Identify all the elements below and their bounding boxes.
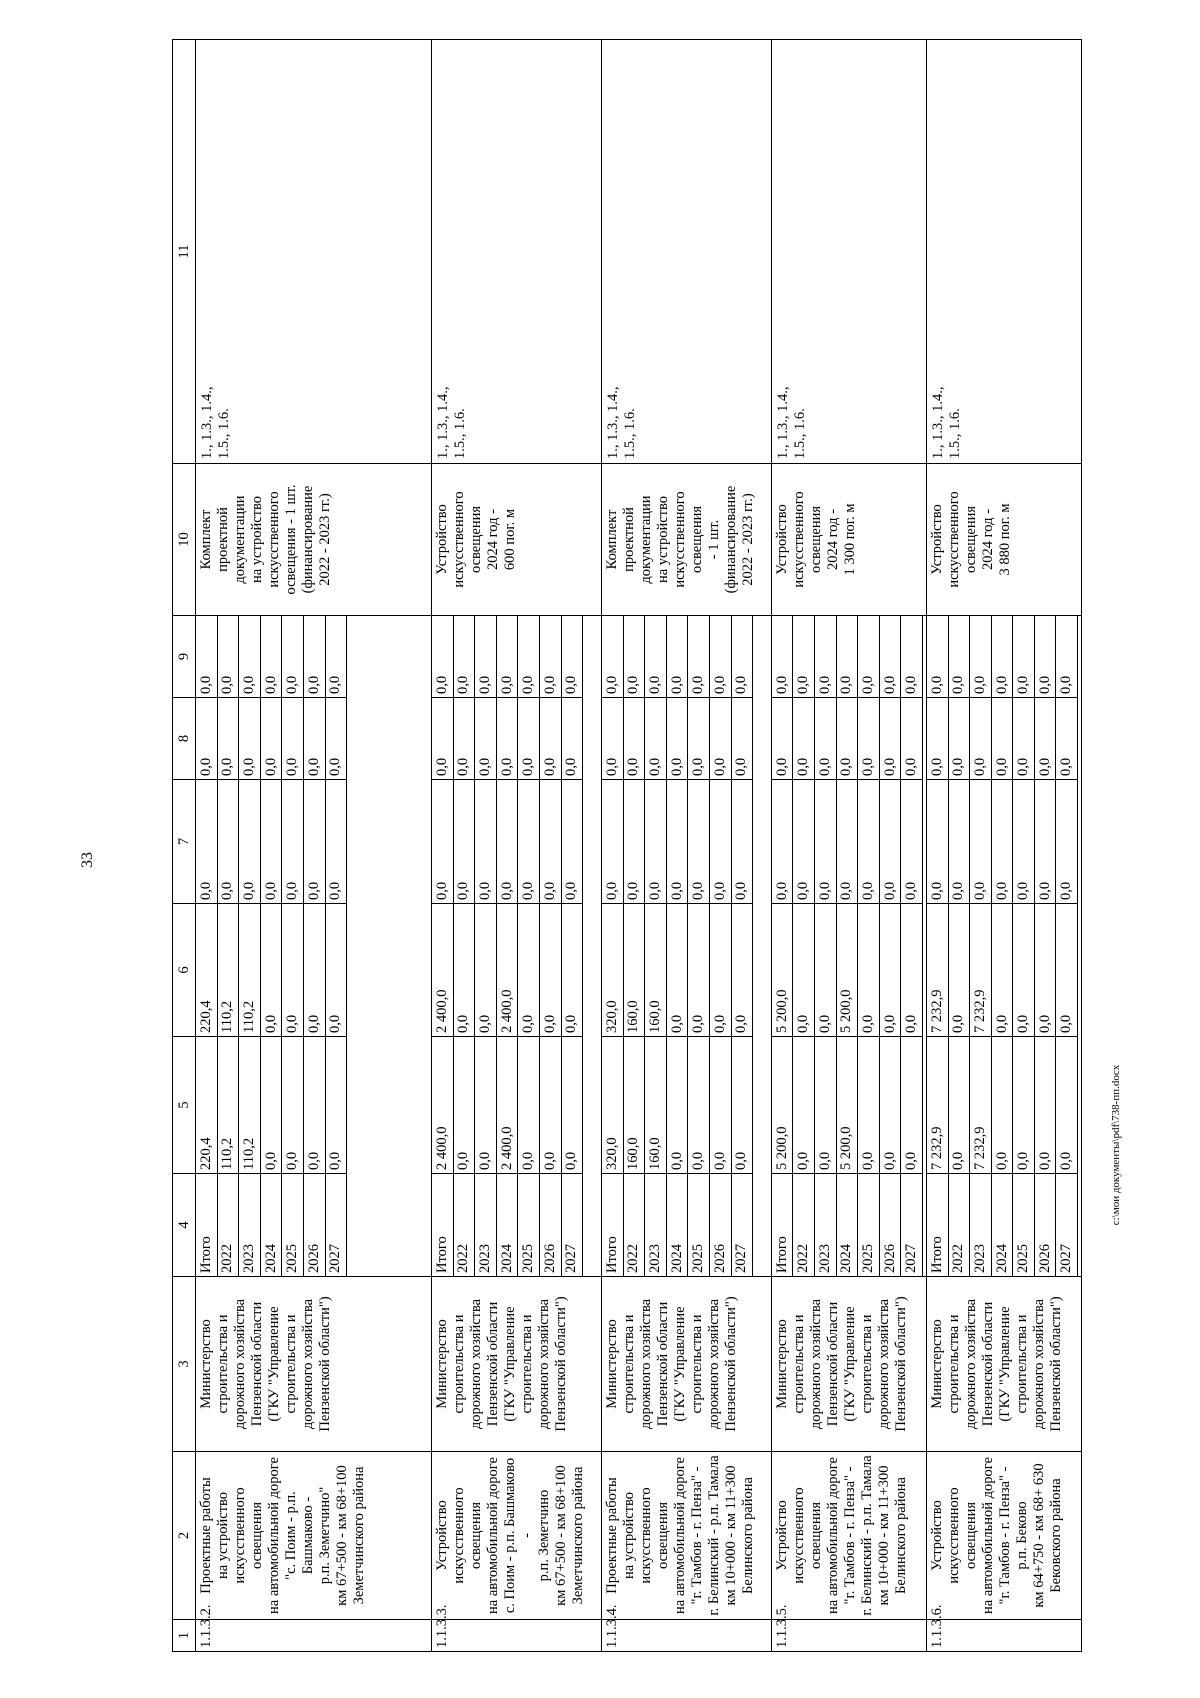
- extrabudget-cell: 0,0: [1034, 616, 1056, 698]
- measure-code-cell: 1.1.3.6.: [926, 1620, 1081, 1652]
- year-cell: Итого: [771, 1174, 793, 1277]
- federal-budget-cell: 0,0: [475, 780, 497, 904]
- federal-budget-cell: 0,0: [260, 780, 282, 904]
- regional-budget-cell: 0,0: [1034, 904, 1056, 1037]
- extrabudget-cell: 0,0: [836, 616, 858, 698]
- federal-budget-cell: 0,0: [496, 780, 518, 904]
- total-funding-cell: 0,0: [709, 1037, 731, 1174]
- local-budget-cell: 0,0: [601, 698, 623, 780]
- table-row: [196, 40, 218, 1652]
- total-funding-cell: 0,0: [518, 1037, 540, 1174]
- year-cell: 2024: [836, 1174, 858, 1277]
- measure-code-cell: 1.1.3.4.: [601, 1620, 771, 1652]
- regional-budget-cell: 0,0: [1013, 904, 1035, 1037]
- result-cell: Устройство искусственного освещения 2024 год - 600 пог. м: [431, 464, 601, 616]
- filler-cell: [583, 616, 602, 1277]
- federal-budget-cell: 0,0: [666, 780, 688, 904]
- measure-name-cell: Устройство искусственного освещения на автомобильной дороге "г. Тамбов - г. Пенза" - г. Белинский - р.п. Тамала км 10+000 - км 11+300 Белинского района: [771, 1452, 926, 1620]
- year-cell: 2025: [1013, 1174, 1035, 1277]
- regional-budget-cell: 0,0: [539, 904, 561, 1037]
- federal-budget-cell: 0,0: [815, 780, 837, 904]
- regional-budget-cell: 160,0: [623, 904, 645, 1037]
- local-budget-cell: 0,0: [475, 698, 497, 780]
- extrabudget-cell: 0,0: [858, 616, 880, 698]
- header-col-9: 9: [173, 616, 196, 698]
- local-budget-cell: 0,0: [1056, 698, 1078, 780]
- local-budget-cell: 0,0: [645, 698, 667, 780]
- year-cell: 2026: [303, 1174, 325, 1277]
- extrabudget-cell: 0,0: [282, 616, 304, 698]
- regional-budget-cell: 2 400,0: [431, 904, 453, 1037]
- total-funding-cell: 220,4: [196, 1037, 218, 1174]
- local-budget-cell: 0,0: [518, 698, 540, 780]
- regional-budget-cell: 7 232,9: [970, 904, 992, 1037]
- regional-budget-cell: 0,0: [991, 904, 1013, 1037]
- local-budget-cell: 0,0: [666, 698, 688, 780]
- total-funding-cell: 160,0: [623, 1037, 645, 1174]
- total-funding-cell: 110,2: [239, 1037, 261, 1174]
- column-number-header-row: [173, 40, 196, 1652]
- regional-budget-cell: 0,0: [858, 904, 880, 1037]
- federal-budget-cell: 0,0: [948, 780, 970, 904]
- federal-budget-cell: 0,0: [731, 780, 753, 904]
- measure-name-cell: Проектные работы на устройство искусственного освещения на автомобильной дороге "г. Тамбов - г. Пенза" - г. Белинский - р.п. Тамала км 10+000 - км 11+300 Белинского района: [601, 1452, 771, 1620]
- federal-budget-cell: 0,0: [539, 780, 561, 904]
- indicators-cell: 1., 1.3., 1.4., 1.5., 1.6.: [926, 40, 1081, 464]
- federal-budget-cell: 0,0: [1056, 780, 1078, 904]
- measure-code-cell: 1.1.3.2.: [196, 1620, 432, 1652]
- rotated-table-frame: [172, 40, 1082, 1652]
- federal-budget-cell: 0,0: [217, 780, 239, 904]
- extrabudget-cell: 0,0: [991, 616, 1013, 698]
- regional-budget-cell: 0,0: [303, 904, 325, 1037]
- extrabudget-cell: 0,0: [879, 616, 901, 698]
- federal-budget-cell: 0,0: [991, 780, 1013, 904]
- local-budget-cell: 0,0: [1034, 698, 1056, 780]
- header-col-11: 11: [173, 40, 196, 464]
- total-funding-cell: 2 400,0: [496, 1037, 518, 1174]
- extrabudget-cell: 0,0: [239, 616, 261, 698]
- extrabudget-cell: 0,0: [518, 616, 540, 698]
- year-cell: 2024: [666, 1174, 688, 1277]
- regional-budget-cell: 0,0: [666, 904, 688, 1037]
- extrabudget-cell: 0,0: [561, 616, 583, 698]
- measure-name-cell: Проектные работы на устройство искусственного освещения на автомобильной дороге "с. Поим - р.п. Башмаково - р.п. Земетчино" км 67+500 - км 68+100 Земетчинского района: [196, 1452, 432, 1620]
- regional-budget-cell: 320,0: [601, 904, 623, 1037]
- federal-budget-cell: 0,0: [561, 780, 583, 904]
- indicators-cell: 1., 1.3., 1.4., 1.5., 1.6.: [601, 40, 771, 464]
- year-cell: 2027: [561, 1174, 583, 1277]
- extrabudget-cell: 0,0: [325, 616, 347, 698]
- total-funding-cell: 0,0: [879, 1037, 901, 1174]
- local-budget-cell: 0,0: [623, 698, 645, 780]
- local-budget-cell: 0,0: [260, 698, 282, 780]
- year-cell: 2024: [991, 1174, 1013, 1277]
- year-cell: 2023: [970, 1174, 992, 1277]
- federal-budget-cell: 0,0: [431, 780, 453, 904]
- regional-budget-cell: 0,0: [901, 904, 923, 1037]
- local-budget-cell: 0,0: [539, 698, 561, 780]
- local-budget-cell: 0,0: [688, 698, 710, 780]
- year-cell: 2024: [496, 1174, 518, 1277]
- regional-budget-cell: 0,0: [475, 904, 497, 1037]
- year-cell: 2023: [239, 1174, 261, 1277]
- federal-budget-cell: 0,0: [623, 780, 645, 904]
- extrabudget-cell: 0,0: [1056, 616, 1078, 698]
- regional-budget-cell: 110,2: [239, 904, 261, 1037]
- header-col-4: 4: [173, 1174, 196, 1277]
- total-funding-cell: 0,0: [815, 1037, 837, 1174]
- extrabudget-cell: 0,0: [601, 616, 623, 698]
- header-col-3: 3: [173, 1277, 196, 1452]
- regional-budget-cell: 0,0: [731, 904, 753, 1037]
- year-cell: 2024: [260, 1174, 282, 1277]
- extrabudget-cell: 0,0: [196, 616, 218, 698]
- extrabudget-cell: 0,0: [970, 616, 992, 698]
- total-funding-cell: 110,2: [217, 1037, 239, 1174]
- regional-budget-cell: 0,0: [561, 904, 583, 1037]
- extrabudget-cell: 0,0: [645, 616, 667, 698]
- federal-budget-cell: 0,0: [926, 780, 948, 904]
- local-budget-cell: 0,0: [325, 698, 347, 780]
- header-col-7: 7: [173, 780, 196, 904]
- federal-budget-cell: 0,0: [518, 780, 540, 904]
- extrabudget-cell: 0,0: [948, 616, 970, 698]
- extrabudget-cell: 0,0: [623, 616, 645, 698]
- federal-budget-cell: 0,0: [1013, 780, 1035, 904]
- extrabudget-cell: 0,0: [793, 616, 815, 698]
- year-cell: Итого: [601, 1174, 623, 1277]
- measure-code-cell: 1.1.3.5.: [771, 1620, 926, 1652]
- total-funding-cell: 5 200,0: [771, 1037, 793, 1174]
- total-funding-cell: 0,0: [688, 1037, 710, 1174]
- federal-budget-cell: 0,0: [453, 780, 475, 904]
- table-row: [601, 40, 623, 1652]
- federal-budget-cell: 0,0: [1034, 780, 1056, 904]
- regional-budget-cell: 0,0: [1056, 904, 1078, 1037]
- local-budget-cell: 0,0: [948, 698, 970, 780]
- regional-budget-cell: 0,0: [709, 904, 731, 1037]
- local-budget-cell: 0,0: [709, 698, 731, 780]
- federal-budget-cell: 0,0: [688, 780, 710, 904]
- executor-cell: Министерство строительства и дорожного хозяйства Пензенской области (ГКУ "Управление строительства и дорожного хозяйства Пензенской области"): [431, 1277, 601, 1452]
- program-measures-table: [172, 39, 1082, 1652]
- local-budget-cell: 0,0: [282, 698, 304, 780]
- year-cell: 2025: [688, 1174, 710, 1277]
- year-cell: 2022: [217, 1174, 239, 1277]
- total-funding-cell: 0,0: [858, 1037, 880, 1174]
- header-col-2: 2: [173, 1452, 196, 1620]
- federal-budget-cell: 0,0: [858, 780, 880, 904]
- regional-budget-cell: 0,0: [948, 904, 970, 1037]
- header-col-8: 8: [173, 698, 196, 780]
- year-cell: 2026: [709, 1174, 731, 1277]
- extrabudget-cell: 0,0: [260, 616, 282, 698]
- extrabudget-cell: 0,0: [217, 616, 239, 698]
- table-body: [196, 40, 1082, 1652]
- local-budget-cell: 0,0: [836, 698, 858, 780]
- indicators-cell: 1., 1.3., 1.4., 1.5., 1.6.: [771, 40, 926, 464]
- executor-cell: Министерство строительства и дорожного хозяйства Пензенской области (ГКУ "Управление строительства и дорожного хозяйства Пензенской области"): [196, 1277, 432, 1452]
- local-budget-cell: 0,0: [303, 698, 325, 780]
- year-cell: 2022: [623, 1174, 645, 1277]
- local-budget-cell: 0,0: [970, 698, 992, 780]
- regional-budget-cell: 160,0: [645, 904, 667, 1037]
- federal-budget-cell: 0,0: [709, 780, 731, 904]
- result-cell: Устройство искусственного освещения 2024 год - 1 300 пог. м: [771, 464, 926, 616]
- regional-budget-cell: 0,0: [688, 904, 710, 1037]
- local-budget-cell: 0,0: [217, 698, 239, 780]
- filler-cell: [753, 616, 772, 1277]
- result-cell: Комплект проектной документации на устройство искусственного освещения - 1 шт. (финансирование 2022 - 2023 гг.): [601, 464, 771, 616]
- total-funding-cell: 5 200,0: [836, 1037, 858, 1174]
- table-row: [771, 40, 793, 1652]
- local-budget-cell: 0,0: [793, 698, 815, 780]
- federal-budget-cell: 0,0: [601, 780, 623, 904]
- federal-budget-cell: 0,0: [282, 780, 304, 904]
- indicators-cell: 1., 1.3., 1.4., 1.5., 1.6.: [196, 40, 432, 464]
- regional-budget-cell: 0,0: [260, 904, 282, 1037]
- result-cell: Устройство искусственного освещения 2024 год - 3 880 пог. м: [926, 464, 1081, 616]
- local-budget-cell: 0,0: [879, 698, 901, 780]
- extrabudget-cell: 0,0: [688, 616, 710, 698]
- total-funding-cell: 0,0: [666, 1037, 688, 1174]
- regional-budget-cell: 5 200,0: [836, 904, 858, 1037]
- local-budget-cell: 0,0: [496, 698, 518, 780]
- regional-budget-cell: 0,0: [325, 904, 347, 1037]
- regional-budget-cell: 2 400,0: [496, 904, 518, 1037]
- total-funding-cell: 0,0: [260, 1037, 282, 1174]
- total-funding-cell: 7 232,9: [926, 1037, 948, 1174]
- result-cell: Комплект проектной документации на устройство искусственного освещения - 1 шт. (финансирование 2022 - 2023 гг.): [196, 464, 432, 616]
- total-funding-cell: 0,0: [475, 1037, 497, 1174]
- year-cell: Итого: [431, 1174, 453, 1277]
- local-budget-cell: 0,0: [926, 698, 948, 780]
- year-cell: 2027: [731, 1174, 753, 1277]
- federal-budget-cell: 0,0: [879, 780, 901, 904]
- local-budget-cell: 0,0: [991, 698, 1013, 780]
- filler-cell: [347, 616, 432, 1277]
- regional-budget-cell: 0,0: [793, 904, 815, 1037]
- extrabudget-cell: 0,0: [539, 616, 561, 698]
- page-number: 33: [79, 852, 96, 868]
- local-budget-cell: 0,0: [431, 698, 453, 780]
- header-col-6: 6: [173, 904, 196, 1037]
- total-funding-cell: 0,0: [539, 1037, 561, 1174]
- extrabudget-cell: 0,0: [431, 616, 453, 698]
- extrabudget-cell: 0,0: [1013, 616, 1035, 698]
- year-cell: 2026: [539, 1174, 561, 1277]
- total-funding-cell: 2 400,0: [431, 1037, 453, 1174]
- regional-budget-cell: 0,0: [282, 904, 304, 1037]
- total-funding-cell: 0,0: [303, 1037, 325, 1174]
- federal-budget-cell: 0,0: [793, 780, 815, 904]
- extrabudget-cell: 0,0: [475, 616, 497, 698]
- extrabudget-cell: 0,0: [731, 616, 753, 698]
- year-cell: 2023: [645, 1174, 667, 1277]
- extrabudget-cell: 0,0: [453, 616, 475, 698]
- total-funding-cell: 0,0: [282, 1037, 304, 1174]
- total-funding-cell: 0,0: [991, 1037, 1013, 1174]
- header-col-1: 1: [173, 1620, 196, 1652]
- federal-budget-cell: 0,0: [239, 780, 261, 904]
- extrabudget-cell: 0,0: [303, 616, 325, 698]
- extrabudget-cell: 0,0: [771, 616, 793, 698]
- header-col-10: 10: [173, 464, 196, 616]
- regional-budget-cell: 0,0: [879, 904, 901, 1037]
- local-budget-cell: 0,0: [196, 698, 218, 780]
- total-funding-cell: 0,0: [561, 1037, 583, 1174]
- table-row: [431, 40, 453, 1652]
- year-cell: Итого: [196, 1174, 218, 1277]
- year-cell: 2022: [793, 1174, 815, 1277]
- local-budget-cell: 0,0: [239, 698, 261, 780]
- extrabudget-cell: 0,0: [926, 616, 948, 698]
- measure-name-cell: Устройство искусственного освещения на автомобильной дороге с. Поим - р.п. Башмаково - р.п. Земетчино км 67+500 - км 68+100 Земетчинского района: [431, 1452, 601, 1620]
- measure-name-cell: Устройство искусственного освещения на автомобильной дороге "г. Тамбов - г. Пенза" - р.п. Беково км 64+750 - км 68+ 630 Бековского района: [926, 1452, 1081, 1620]
- regional-budget-cell: 0,0: [518, 904, 540, 1037]
- total-funding-cell: 0,0: [901, 1037, 923, 1174]
- total-funding-cell: 160,0: [645, 1037, 667, 1174]
- year-cell: 2027: [901, 1174, 923, 1277]
- program-table-container: [172, 40, 1082, 1652]
- regional-budget-cell: 0,0: [453, 904, 475, 1037]
- year-cell: 2026: [1034, 1174, 1056, 1277]
- federal-budget-cell: 0,0: [325, 780, 347, 904]
- federal-budget-cell: 0,0: [196, 780, 218, 904]
- total-funding-cell: 0,0: [731, 1037, 753, 1174]
- year-cell: 2026: [879, 1174, 901, 1277]
- extrabudget-cell: 0,0: [709, 616, 731, 698]
- regional-budget-cell: 7 232,9: [926, 904, 948, 1037]
- filler-cell: [1078, 616, 1082, 1277]
- table-row: [926, 40, 948, 1652]
- executor-cell: Министерство строительства и дорожного хозяйства Пензенской области (ГКУ "Управление строительства и дорожного хозяйства Пензенской области"): [926, 1277, 1081, 1452]
- local-budget-cell: 0,0: [815, 698, 837, 780]
- year-cell: 2027: [1056, 1174, 1078, 1277]
- year-cell: 2023: [815, 1174, 837, 1277]
- local-budget-cell: 0,0: [1013, 698, 1035, 780]
- total-funding-cell: 0,0: [948, 1037, 970, 1174]
- total-funding-cell: 0,0: [1034, 1037, 1056, 1174]
- regional-budget-cell: 110,2: [217, 904, 239, 1037]
- total-funding-cell: 7 232,9: [970, 1037, 992, 1174]
- extrabudget-cell: 0,0: [496, 616, 518, 698]
- regional-budget-cell: 5 200,0: [771, 904, 793, 1037]
- year-cell: 2027: [325, 1174, 347, 1277]
- year-cell: 2022: [453, 1174, 475, 1277]
- extrabudget-cell: 0,0: [901, 616, 923, 698]
- local-budget-cell: 0,0: [453, 698, 475, 780]
- year-cell: 2025: [518, 1174, 540, 1277]
- total-funding-cell: 320,0: [601, 1037, 623, 1174]
- extrabudget-cell: 0,0: [815, 616, 837, 698]
- executor-cell: Министерство строительства и дорожного хозяйства Пензенской области (ГКУ "Управление строительства и дорожного хозяйства Пензенской области"): [771, 1277, 926, 1452]
- header-col-5: 5: [173, 1037, 196, 1174]
- regional-budget-cell: 220,4: [196, 904, 218, 1037]
- local-budget-cell: 0,0: [901, 698, 923, 780]
- local-budget-cell: 0,0: [561, 698, 583, 780]
- year-cell: 2023: [475, 1174, 497, 1277]
- local-budget-cell: 0,0: [858, 698, 880, 780]
- total-funding-cell: 0,0: [793, 1037, 815, 1174]
- executor-cell: Министерство строительства и дорожного хозяйства Пензенской области (ГКУ "Управление строительства и дорожного хозяйства Пензенской области"): [601, 1277, 771, 1452]
- total-funding-cell: 0,0: [453, 1037, 475, 1174]
- footer-file-path: c:\мои документы\pdf\738-пп.docx: [1110, 1064, 1122, 1226]
- local-budget-cell: 0,0: [771, 698, 793, 780]
- total-funding-cell: 0,0: [1056, 1037, 1078, 1174]
- indicators-cell: 1., 1.3., 1.4., 1.5., 1.6.: [431, 40, 601, 464]
- federal-budget-cell: 0,0: [645, 780, 667, 904]
- year-cell: 2022: [948, 1174, 970, 1277]
- federal-budget-cell: 0,0: [836, 780, 858, 904]
- year-cell: 2025: [282, 1174, 304, 1277]
- measure-code-cell: 1.1.3.3.: [431, 1620, 601, 1652]
- regional-budget-cell: 0,0: [815, 904, 837, 1037]
- total-funding-cell: 0,0: [325, 1037, 347, 1174]
- total-funding-cell: 0,0: [1013, 1037, 1035, 1174]
- local-budget-cell: 0,0: [731, 698, 753, 780]
- extrabudget-cell: 0,0: [666, 616, 688, 698]
- federal-budget-cell: 0,0: [303, 780, 325, 904]
- federal-budget-cell: 0,0: [901, 780, 923, 904]
- year-cell: 2025: [858, 1174, 880, 1277]
- federal-budget-cell: 0,0: [771, 780, 793, 904]
- year-cell: Итого: [926, 1174, 948, 1277]
- federal-budget-cell: 0,0: [970, 780, 992, 904]
